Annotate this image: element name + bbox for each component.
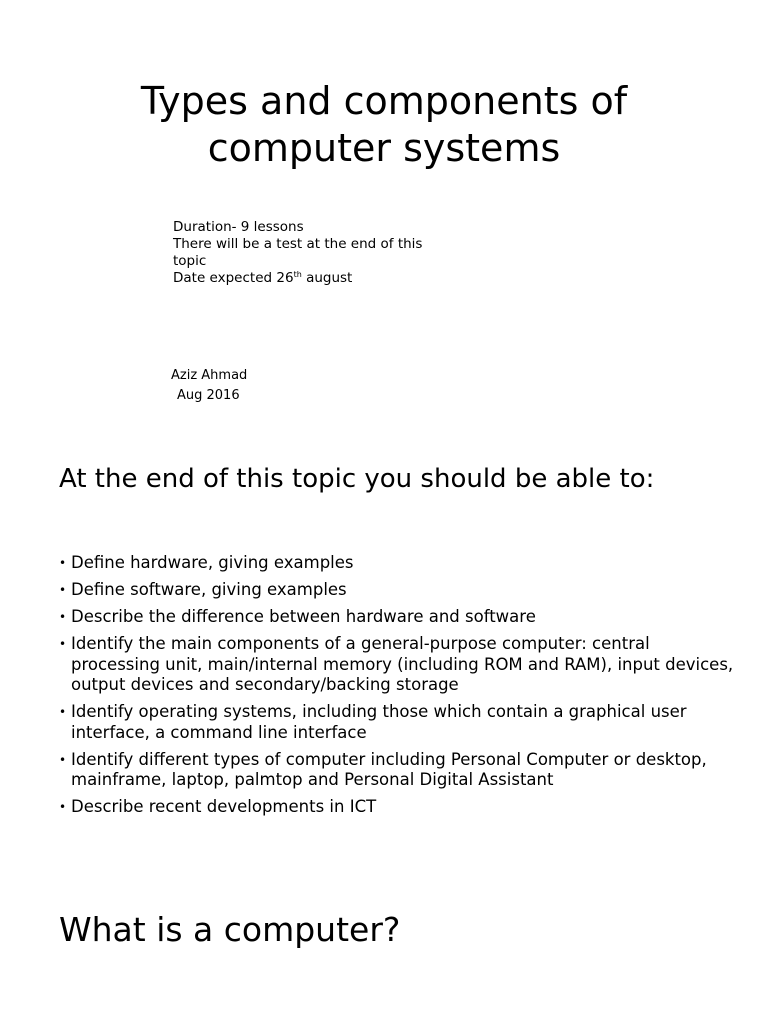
bullet-icon: • — [59, 705, 67, 719]
objective-text: Identify operating systems, including those which contain a graphical user interface, a command line interface — [71, 702, 687, 742]
test-notice-line-2: topic — [173, 253, 207, 269]
bullet-icon: • — [59, 556, 67, 570]
objective-item — [59, 580, 739, 601]
objective-item — [59, 797, 739, 818]
objective-text: Describe the difference between hardware and software — [71, 607, 536, 626]
objective-item — [59, 634, 739, 696]
author-name: Aziz Ahmad — [171, 368, 248, 383]
objectives-heading: At the end of this topic you should be able to: — [59, 464, 655, 494]
objectives-list — [59, 553, 739, 824]
bullet-icon: • — [59, 583, 67, 597]
bullet-icon: • — [59, 800, 67, 814]
question-heading: What is a computer? — [59, 910, 401, 949]
test-notice-line-1: There will be a test at the end of this — [173, 236, 423, 252]
objective-text: Identify the main components of a general-purpose computer: central processing unit, main/internal memory (including ROM and RAM), input devices, output devices and secondary/backing storage — [71, 634, 734, 694]
bullet-icon: • — [59, 610, 67, 624]
duration-text: Duration- 9 lessons — [173, 219, 304, 235]
expected-date-suffix: august — [301, 270, 353, 286]
objective-item — [59, 553, 739, 574]
slide-title-line-2: computer systems — [207, 126, 561, 170]
objective-item — [59, 607, 739, 628]
objectives-slide — [0, 440, 768, 860]
objective-text: Define hardware, giving examples — [71, 553, 354, 572]
objective-text: Describe recent developments in ICT — [71, 797, 377, 816]
slide-title-line-1: Types and components of — [140, 79, 628, 123]
objective-text: Define software, giving examples — [71, 580, 347, 599]
author-date: Aug 2016 — [177, 388, 240, 403]
objective-item — [59, 702, 739, 743]
title-slide — [0, 0, 768, 440]
objective-text: Identify different types of computer including Personal Computer or desktop, mainframe, laptop, palmtop and Personal Digital Assistant — [71, 749, 707, 789]
author-block — [171, 366, 247, 406]
expected-date-ordinal: th — [293, 270, 302, 279]
slide-title — [0, 78, 768, 172]
objective-item — [59, 750, 739, 791]
expected-date-prefix: Date expected 26 — [173, 270, 294, 286]
question-slide — [0, 860, 768, 1024]
expected-date — [173, 270, 463, 287]
course-info — [173, 219, 463, 287]
bullet-icon: • — [59, 752, 67, 767]
bullet-icon: • — [59, 637, 67, 651]
